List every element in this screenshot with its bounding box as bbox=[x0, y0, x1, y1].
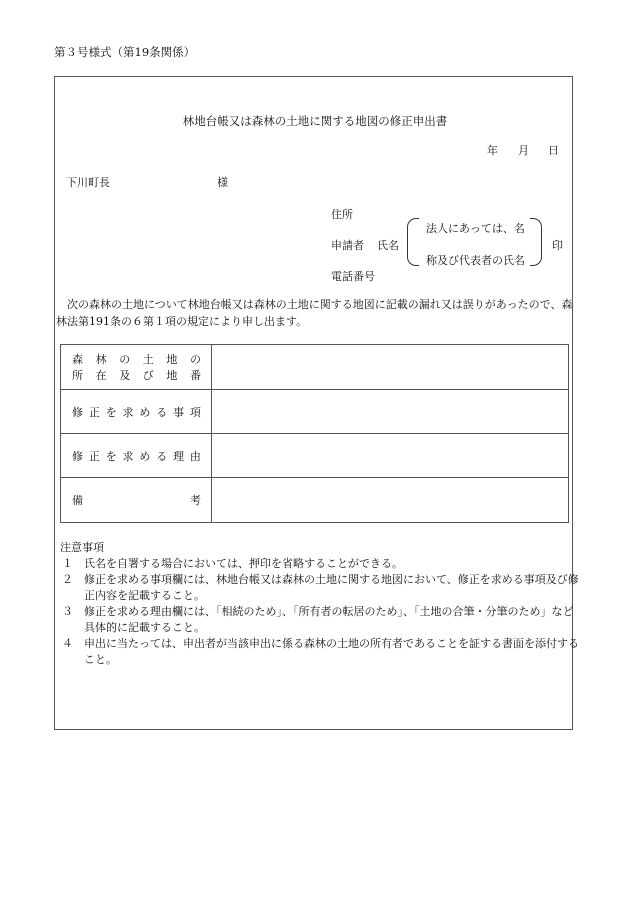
phone-label: 電話番号 bbox=[331, 270, 375, 283]
label-char: を bbox=[105, 449, 117, 463]
label-char: 求 bbox=[122, 405, 134, 419]
table-row bbox=[61, 345, 569, 390]
seal-label: 印 bbox=[552, 239, 563, 252]
name-label: 氏名 bbox=[377, 239, 399, 252]
notes-list bbox=[60, 556, 580, 668]
label-char: の bbox=[119, 353, 131, 366]
notes-section bbox=[60, 540, 580, 668]
document-title: 林地台帳又は森林の土地に関する地図の修正申出書 bbox=[182, 114, 448, 128]
remarks-label-end: 考 bbox=[190, 494, 201, 507]
addressee-honorific: 様 bbox=[217, 176, 228, 189]
list-item bbox=[60, 556, 580, 572]
label-char: 求 bbox=[122, 449, 134, 463]
location-value-cell[interactable] bbox=[212, 345, 569, 390]
list-item bbox=[60, 572, 580, 604]
label-char: を bbox=[105, 405, 117, 419]
table-row bbox=[61, 478, 569, 523]
note-number: ３ bbox=[62, 605, 73, 618]
location-label-line1 bbox=[72, 351, 201, 367]
addressee-name: 下川町長 bbox=[66, 176, 110, 189]
right-paren-icon bbox=[530, 218, 542, 266]
list-item bbox=[60, 636, 580, 668]
remarks-value-cell[interactable] bbox=[212, 478, 569, 523]
label-char: 理 bbox=[173, 449, 185, 463]
label-char: 森 bbox=[72, 353, 83, 366]
correction-items-label-cell bbox=[61, 390, 212, 434]
label-char: め bbox=[139, 449, 151, 463]
label-char: 地 bbox=[166, 369, 178, 382]
label-char: 番 bbox=[189, 369, 201, 382]
remarks-label-start: 備 bbox=[72, 494, 83, 507]
date-month-label: 月 bbox=[518, 144, 529, 157]
label-char: る bbox=[156, 449, 168, 463]
date-day-label: 日 bbox=[548, 144, 559, 157]
label-char: め bbox=[139, 405, 151, 419]
location-label-line2 bbox=[72, 367, 201, 383]
corp-note-line1: 法人にあっては、名 bbox=[426, 222, 525, 235]
note-text: 修正を求める事項欄には、林地台帳又は森林の土地に関する地図において、修正を求める事項及び修正内容を記載すること。 bbox=[84, 573, 579, 602]
label-char: 由 bbox=[189, 449, 201, 463]
location-label-cell bbox=[61, 345, 212, 390]
form-number-label: 第３号様式（第19条関係） bbox=[54, 45, 196, 59]
label-char: 地 bbox=[166, 353, 178, 366]
label-char: の bbox=[189, 353, 201, 366]
note-number: ４ bbox=[62, 637, 73, 650]
note-number: １ bbox=[62, 557, 73, 570]
note-text: 申出に当たっては、申出者が当該申出に係る森林の土地の所有者であることを証する書面を添付すること。 bbox=[84, 637, 579, 666]
label-char: び bbox=[142, 369, 154, 382]
table-row bbox=[61, 434, 569, 478]
remarks-label bbox=[72, 492, 201, 508]
label-char: 修 bbox=[72, 449, 83, 463]
statement-paragraph: 次の森林の土地について林地台帳又は森林の土地に関する地図に記載の漏れ又は誤りがあったので、森林法第191条の６第１項の規定により申し出ます。 bbox=[56, 298, 573, 328]
left-paren-icon bbox=[407, 218, 419, 266]
notes-heading: 注意事項 bbox=[60, 541, 104, 554]
correction-items-value-cell[interactable] bbox=[212, 390, 569, 434]
list-item bbox=[60, 604, 580, 636]
label-char: 所 bbox=[72, 369, 83, 382]
label-char: 土 bbox=[142, 353, 154, 366]
corp-note-line2: 称及び代表者の氏名 bbox=[426, 254, 525, 267]
applicant-label: 申請者 bbox=[331, 239, 364, 252]
label-char: 在 bbox=[95, 369, 107, 382]
label-char: 林 bbox=[95, 353, 107, 366]
address-label: 住所 bbox=[331, 208, 353, 221]
label-char: 項 bbox=[189, 405, 201, 419]
correction-reason-label-cell bbox=[61, 434, 212, 478]
label-char: 正 bbox=[88, 405, 100, 419]
correction-reason-value-cell[interactable] bbox=[212, 434, 569, 478]
date-year-label: 年 bbox=[487, 144, 498, 157]
remarks-label-cell bbox=[61, 478, 212, 523]
label-char: 事 bbox=[173, 405, 185, 419]
note-text: 修正を求める理由欄には、「相続のため」、「所有者の転居のため」、「土地の合筆・分筆のため」など具体的に記載すること。 bbox=[84, 605, 574, 634]
form-table bbox=[60, 344, 569, 523]
note-text: 氏名を自署する場合においては、押印を省略することができる。 bbox=[84, 557, 403, 570]
note-number: ２ bbox=[62, 573, 73, 586]
correction-reason-label bbox=[72, 448, 201, 464]
correction-items-label bbox=[72, 404, 201, 420]
label-char: る bbox=[156, 405, 168, 419]
label-char: 修 bbox=[72, 405, 83, 419]
label-char: 及 bbox=[119, 369, 131, 382]
table-row bbox=[61, 390, 569, 434]
label-char: 正 bbox=[88, 449, 100, 463]
